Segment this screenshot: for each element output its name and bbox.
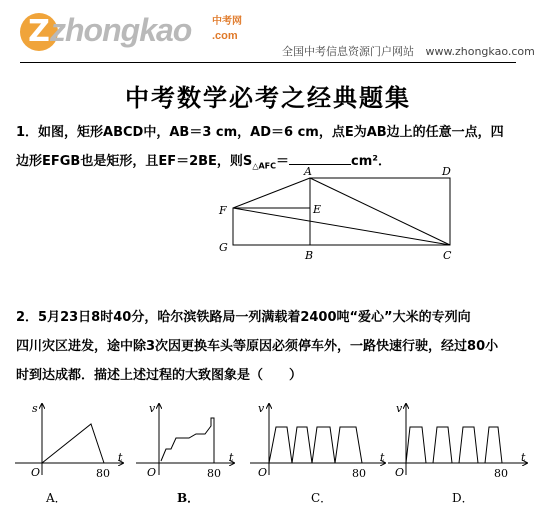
tagline-text: 全国中考信息资源门户网站	[282, 45, 414, 58]
graph-d-y-label: v	[396, 402, 403, 415]
graph-d[interactable]	[388, 402, 527, 505]
logo-word: zhongkao	[50, 12, 192, 48]
q1-line-2b: ＝	[276, 154, 290, 169]
graph-b-tick: 80	[207, 467, 221, 480]
graph-c-origin: O	[258, 466, 268, 479]
logo-com: .com	[212, 30, 238, 42]
option-a-label: A．	[46, 491, 67, 505]
graph-a-origin: O	[31, 466, 41, 479]
graph-c-tick: 80	[352, 467, 366, 480]
graph-c-x-label: t	[380, 451, 385, 464]
q1-line-1: 1．如图，矩形ABCD中，AB＝3 cm，AD＝6 cm，点E为AB边上的任意一点，四	[16, 125, 504, 140]
q1-line-2a: 边形EFGB也是矩形，且EF＝2BE，则S	[16, 154, 253, 169]
graph-c-y-label: v	[258, 402, 265, 415]
label-f: F	[219, 204, 227, 217]
graph-a[interactable]	[15, 402, 123, 505]
graph-a-x-label: t	[118, 451, 123, 464]
logo-cn: 中考网	[212, 16, 242, 27]
site-url[interactable]: www.zhongkao.com	[425, 45, 535, 58]
label-c: C	[443, 249, 452, 262]
graph-a-tick: 80	[96, 467, 110, 480]
q2-line-2: 四川灾区进发，途中除3次因更换车头等原因必须停车外，一路快速行驶，经过80小	[16, 339, 499, 354]
label-d: D	[442, 165, 451, 178]
option-d-label: D．	[452, 491, 474, 505]
graph-b-origin: O	[147, 466, 157, 479]
label-g: G	[219, 241, 228, 254]
page-title: 中考数学必考之经典题集	[125, 83, 411, 112]
q2-line-1: 2．5月23日8时40分，哈尔滨铁路局一列满载着2400吨“爱心”大米的专列向	[16, 310, 471, 325]
graph-c[interactable]	[250, 402, 385, 505]
option-c-label: C．	[311, 491, 333, 505]
graph-d-origin: O	[395, 466, 405, 479]
logo-mark-icon: Z	[20, 13, 58, 51]
graph-b-y-label: v	[149, 402, 156, 415]
label-b: B	[305, 249, 314, 262]
graph-d-tick: 80	[494, 467, 508, 480]
option-b-label: B．	[177, 491, 200, 505]
graph-b-x-label: t	[229, 451, 234, 464]
graph-d-x-label: t	[521, 451, 526, 464]
graph-a-y-label: s	[32, 402, 38, 415]
graph-b[interactable]	[136, 402, 234, 505]
q1-line-2c: cm²．	[351, 154, 391, 169]
q2-line-3: 时到达成都．描述上述过程的大致图象是（ ）	[16, 368, 303, 383]
label-e: E	[313, 203, 322, 216]
q1-area-subscript: △AFC	[252, 161, 276, 171]
label-a: A	[304, 165, 312, 178]
